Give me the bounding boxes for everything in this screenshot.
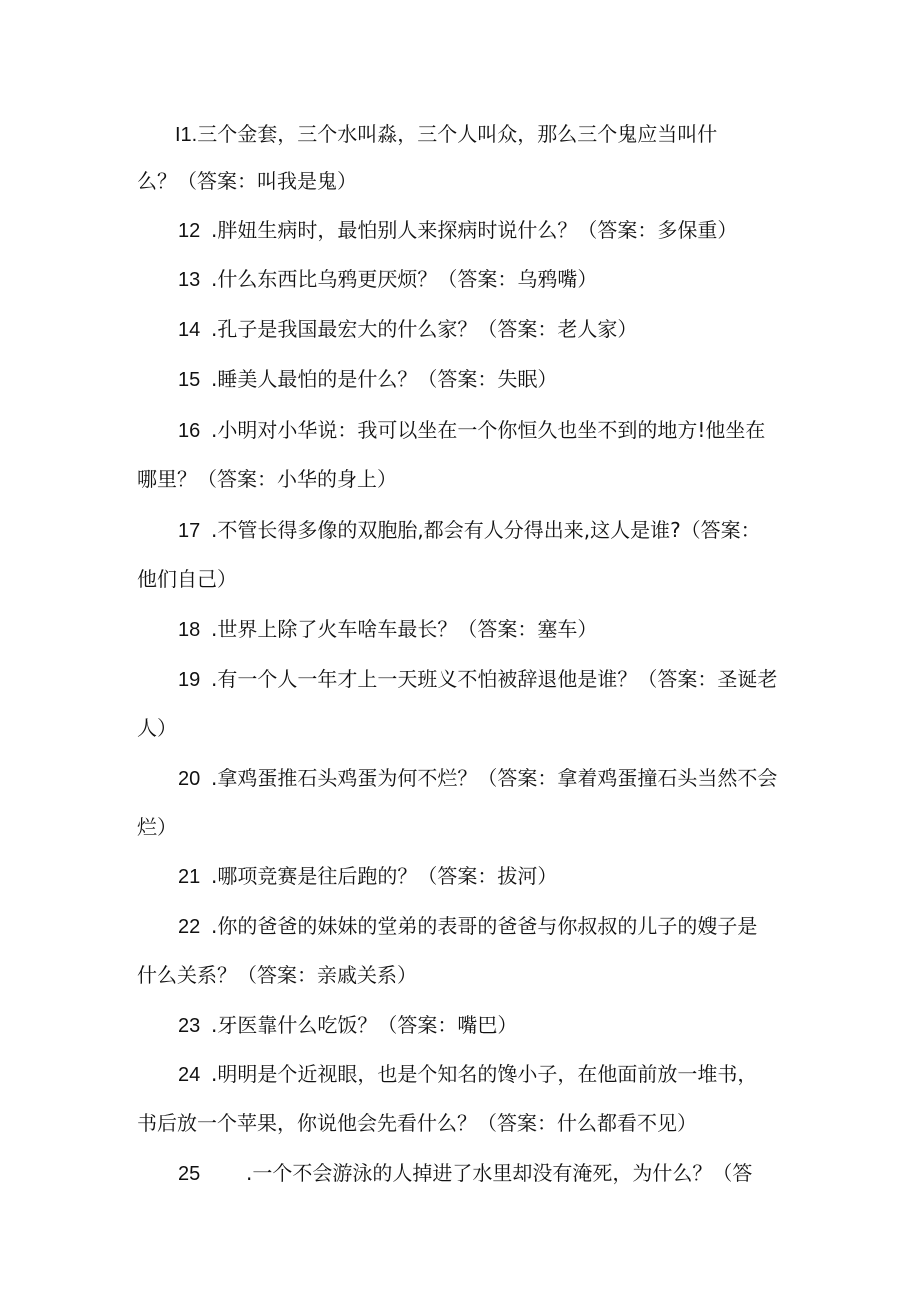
list-item bbox=[178, 315, 637, 344]
item-text: .哪项竞赛是往后跑的？（答案：拔河） bbox=[211, 864, 558, 888]
item-continuation bbox=[137, 1109, 697, 1137]
item-text: .有一个人一年才上一天班义不怕被辞退他是谁？（答案：圣诞老 bbox=[211, 667, 778, 691]
item-continuation bbox=[137, 813, 177, 841]
list-item bbox=[178, 764, 777, 793]
item-text: .孔子是我国最宏大的什么家？（答案：老人家） bbox=[211, 317, 638, 341]
list-item bbox=[178, 1060, 757, 1089]
list-item bbox=[178, 1011, 517, 1040]
list-item bbox=[175, 120, 717, 149]
item-text: .不管长得多像的双胞胎,都会有人分得出来,这人是谁?（答案： bbox=[211, 518, 761, 542]
item-number: 22 bbox=[178, 916, 201, 938]
list-item bbox=[178, 516, 761, 545]
item-continuation bbox=[137, 961, 417, 989]
item-text-continued: 他们自己） bbox=[137, 567, 237, 591]
item-text: .拿鸡蛋推石头鸡蛋为何不烂？（答案：拿着鸡蛋撞石头当然不会 bbox=[211, 766, 778, 790]
item-continuation bbox=[137, 714, 177, 742]
item-number: 25 bbox=[178, 1163, 201, 1185]
item-number: 19 bbox=[178, 669, 201, 691]
item-text: 三个金套，三个水叫淼，三个人叫众，那么三个鬼应当叫什 bbox=[197, 122, 718, 146]
item-number: 15 bbox=[178, 369, 201, 391]
item-number: I1. bbox=[175, 124, 198, 146]
item-text-continued: 烂） bbox=[137, 815, 177, 839]
list-item bbox=[178, 265, 597, 294]
item-number: 12 bbox=[178, 220, 201, 242]
item-text: .世界上除了火车啥车最长？（答案：塞车） bbox=[211, 617, 598, 641]
item-number: 18 bbox=[178, 619, 201, 641]
item-number: 23 bbox=[178, 1015, 201, 1037]
list-item bbox=[178, 216, 737, 245]
item-text-continued: 什么关系？（答案：亲戚关系） bbox=[137, 963, 417, 987]
item-number: 24 bbox=[178, 1064, 201, 1086]
item-text-continued: 哪里？（答案：小华的身上） bbox=[137, 467, 397, 491]
list-item bbox=[178, 615, 597, 644]
item-text-continued: 人） bbox=[137, 716, 177, 740]
list-item bbox=[178, 1159, 752, 1188]
item-text: .明明是个近视眼，也是个知名的馋小子，在他面前放一堆书， bbox=[211, 1062, 758, 1086]
item-text: .小明对小华说：我可以坐在一个你恒久也坐不到的地方!他坐在 bbox=[211, 418, 766, 442]
item-number: 16 bbox=[178, 420, 201, 442]
item-continuation bbox=[137, 465, 397, 493]
list-item bbox=[178, 912, 757, 941]
item-text: .一个不会游泳的人掉进了水里却没有淹死，为什么？（答 bbox=[246, 1161, 753, 1185]
list-item bbox=[178, 416, 765, 445]
item-text-continued: 书后放一个苹果，你说他会先看什么？（答案：什么都看不见） bbox=[137, 1111, 697, 1135]
item-number: 13 bbox=[178, 269, 201, 291]
item-text: .什么东西比乌鸦更厌烦？（答案：乌鸦嘴） bbox=[211, 267, 598, 291]
list-item bbox=[178, 365, 557, 394]
item-number: 14 bbox=[178, 319, 201, 341]
item-text-continued: 么？（答案：叫我是鬼） bbox=[137, 169, 357, 193]
item-text: .睡美人最怕的是什么？（答案：失眠） bbox=[211, 367, 558, 391]
item-text: .胖妞生病时，最怕别人来探病时说什么？（答案：多保重） bbox=[211, 218, 738, 242]
list-item bbox=[178, 862, 557, 891]
item-continuation bbox=[137, 167, 357, 195]
item-number: 17 bbox=[178, 520, 201, 542]
item-number: 20 bbox=[178, 768, 201, 790]
list-item bbox=[178, 665, 777, 694]
item-continuation bbox=[137, 565, 237, 593]
item-number: 21 bbox=[178, 866, 201, 888]
item-text: .牙医靠什么吃饭？（答案：嘴巴） bbox=[211, 1013, 518, 1037]
item-text: .你的爸爸的妹妹的堂弟的表哥的爸爸与你叔叔的儿子的嫂子是 bbox=[211, 914, 758, 938]
